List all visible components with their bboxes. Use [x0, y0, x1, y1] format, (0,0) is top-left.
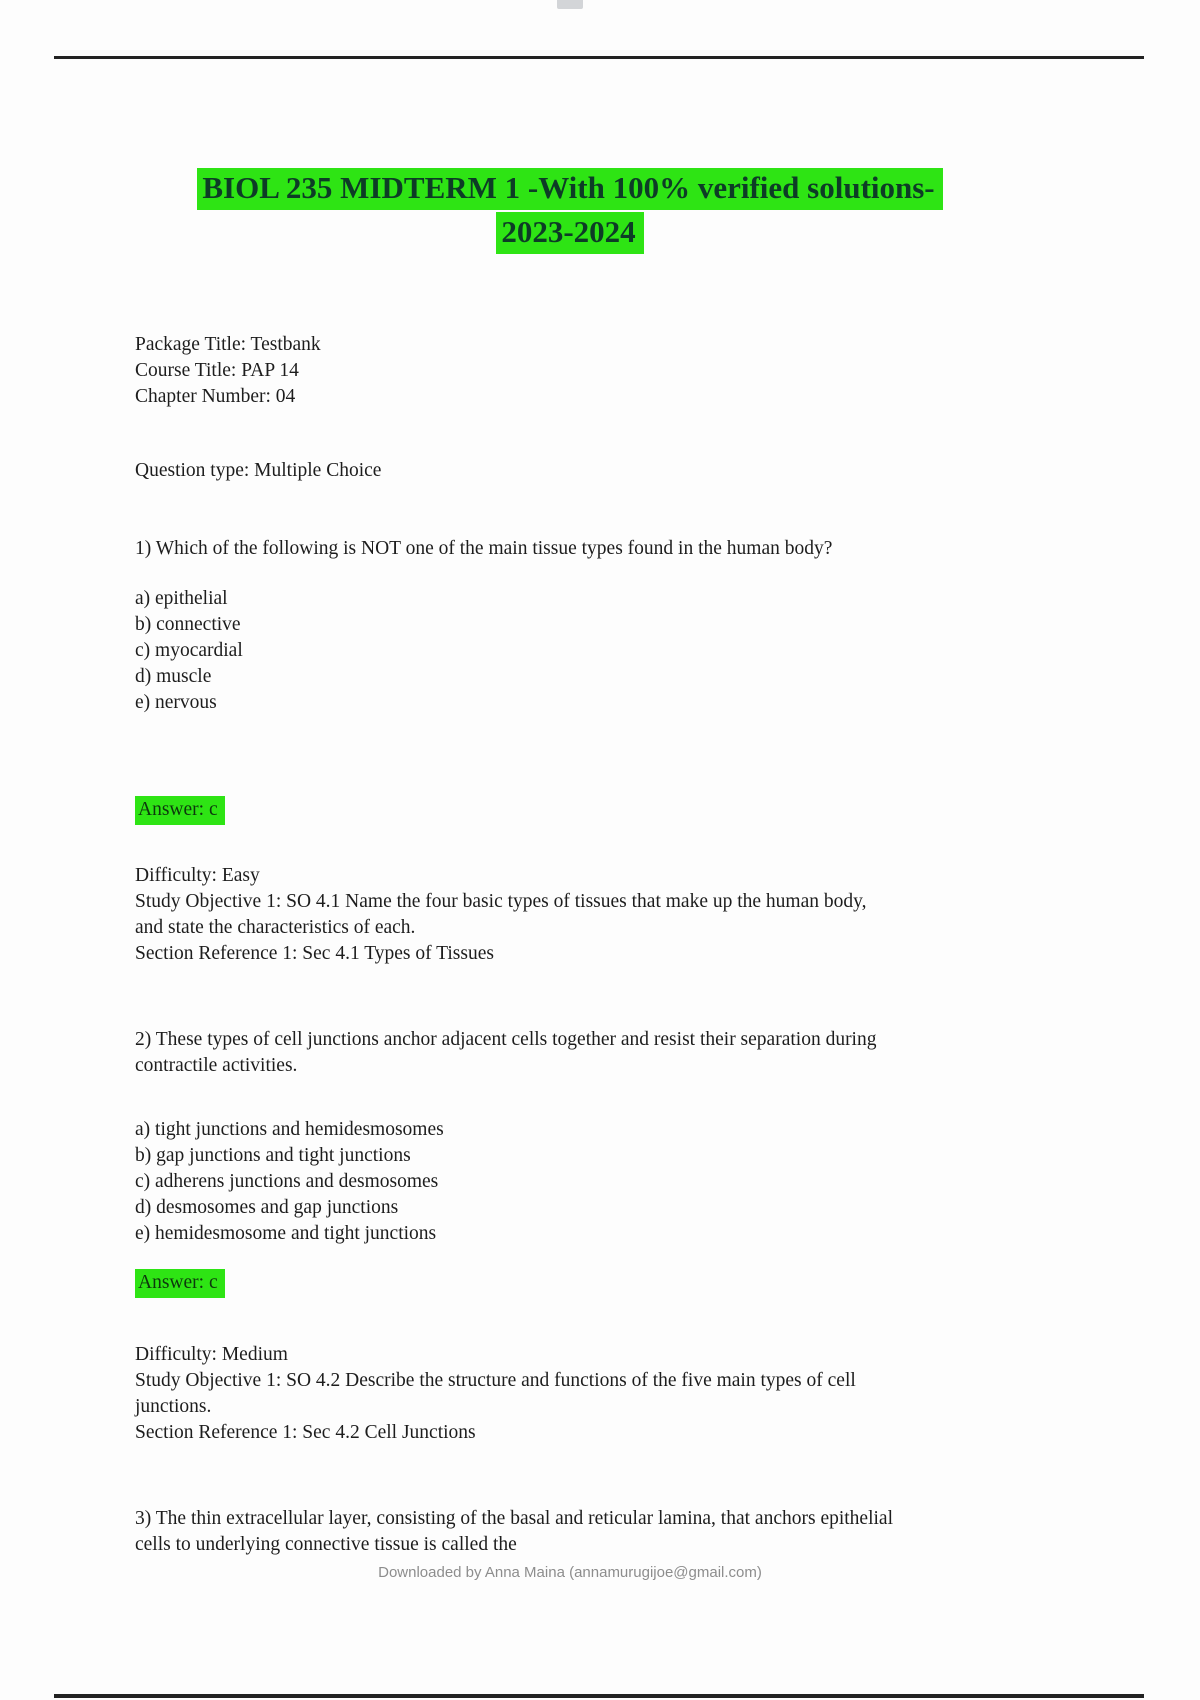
question-2-option-e: e) hemidesmosome and tight junctions — [135, 1223, 437, 1244]
question-2-text-line: 2) These types of cell junctions anchor adjacent cells together and resist their separation during — [135, 1029, 877, 1050]
question-2-option-c: c) adherens junctions and desmosomes — [135, 1171, 439, 1192]
question-2-text — [135, 1027, 1100, 1079]
question-1-answer-row — [135, 796, 1100, 825]
chapter-number: Chapter Number: 04 — [135, 386, 296, 407]
question-type: Question type: Multiple Choice — [135, 460, 382, 481]
question-3-text — [135, 1506, 1100, 1558]
question-2-study-objective-line: Study Objective 1: SO 4.2 Describe the structure and functions of the five main types of cell — [135, 1370, 856, 1391]
question-3-text-line: cells to underlying connective tissue is called the — [135, 1534, 517, 1555]
question-2-difficulty: Difficulty: Medium — [135, 1344, 288, 1365]
question-1-study-objective-line: Study Objective 1: SO 4.1 Name the four basic types of tissues that make up the human body, — [135, 891, 867, 912]
question-1-options — [135, 586, 1100, 716]
question-type-block — [135, 458, 1100, 484]
download-footer: Downloaded by Anna Maina (annamurugijoe@gmail.com) — [378, 1564, 762, 1581]
package-title: Package Title: Testbank — [135, 334, 321, 355]
question-1-difficulty: Difficulty: Easy — [135, 865, 260, 886]
course-title: Course Title: PAP 14 — [135, 360, 299, 381]
document-title-line-2: 2023-2024 — [496, 212, 643, 254]
question-1-option-d: d) muscle — [135, 666, 212, 687]
question-2-option-a: a) tight junctions and hemidesmosomes — [135, 1119, 444, 1140]
question-2-option-d: d) desmosomes and gap junctions — [135, 1197, 399, 1218]
viewer-top-tab — [557, 0, 583, 9]
question-2-options — [135, 1117, 1100, 1247]
document-title — [135, 166, 1005, 254]
page-content — [0, 166, 1200, 1558]
question-1-option-b: b) connective — [135, 614, 241, 635]
question-1-option-c: c) myocardial — [135, 640, 243, 661]
top-divider — [54, 56, 1144, 59]
question-1-details — [135, 863, 1100, 967]
question-2-study-objective-line: junctions. — [135, 1396, 212, 1417]
question-2-option-b: b) gap junctions and tight junctions — [135, 1145, 411, 1166]
document-title-row — [135, 166, 1005, 210]
bottom-divider — [54, 1694, 1144, 1698]
question-2-answer-row — [135, 1269, 1100, 1298]
question-1-text-line: 1) Which of the following is NOT one of the main tissue types found in the human body? — [135, 538, 833, 559]
question-1-option-e: e) nervous — [135, 692, 217, 713]
question-1-section-reference: Section Reference 1: Sec 4.1 Types of Tissues — [135, 943, 494, 964]
meta-block — [135, 332, 1100, 410]
question-1-answer-highlight: Answer: c — [135, 796, 225, 825]
question-2-section-reference: Section Reference 1: Sec 4.2 Cell Junctions — [135, 1422, 476, 1443]
question-1-option-a: a) epithelial — [135, 588, 228, 609]
question-2-text-line: contractile activities. — [135, 1055, 298, 1076]
document-title-line-1: BIOL 235 MIDTERM 1 -With 100% verified solutions- — [197, 168, 942, 210]
question-2-answer-highlight: Answer: c — [135, 1269, 225, 1298]
question-1-study-objective-line: and state the characteristics of each. — [135, 917, 416, 938]
document-title-row — [135, 210, 1005, 254]
question-3-text-line: 3) The thin extracellular layer, consisting of the basal and reticular lamina, that anchors epithelial — [135, 1508, 893, 1529]
question-2-details — [135, 1342, 1100, 1446]
question-1-text — [135, 536, 1100, 562]
